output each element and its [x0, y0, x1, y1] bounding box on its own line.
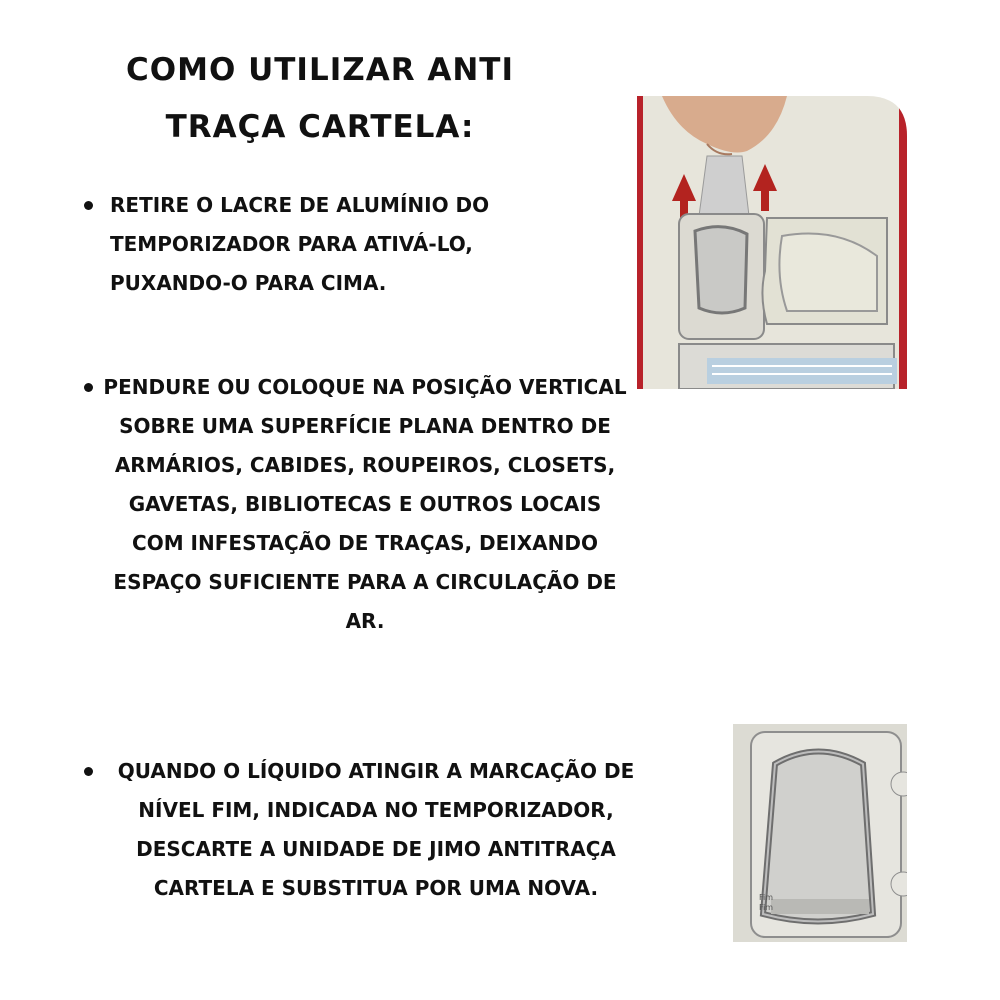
- bullet-dot-icon: [84, 201, 93, 210]
- bullet-dot-icon: [84, 383, 93, 392]
- fim-label: Fim: [759, 903, 774, 912]
- page-title: COMO UTILIZAR ANTI TRAÇA CARTELA:: [126, 52, 514, 145]
- instruction-step-2: PENDURE OU COLOQUE NA POSIÇÃO VERTICAL SOBRE UMA SUPERFÍCIE PLANA DENTRO DE ARMÁRIOS, CABIDES, ROUPEIROS, CLOSETS, GAVETAS, BIBLIOTECAS E OUTROS LOCAIS COM INFESTAÇÃO DE TRAÇAS, DEIXANDO ESPAÇO SUFICIENTE PARA A CIRCULAÇÃO DE AR.: [103, 375, 627, 633]
- photo-removing-seal: [637, 96, 907, 389]
- fim-label: Fim: [759, 893, 774, 902]
- photo-level-indicator: [733, 724, 907, 942]
- instruction-step-3: QUANDO O LÍQUIDO ATINGIR A MARCAÇÃO DE NÍVEL FIM, INDICADA NO TEMPORIZADOR, DESCARTE A UNIDADE DE JIMO ANTITRAÇA CARTELA E SUBSTITUA POR UMA NOVA.: [117, 759, 635, 900]
- instruction-step-1: RETIRE O LACRE DE ALUMÍNIO DO TEMPORIZADOR PARA ATIVÁ-LO, PUXANDO-O PARA CIMA.: [110, 193, 490, 295]
- bullet-dot-icon: [84, 767, 93, 776]
